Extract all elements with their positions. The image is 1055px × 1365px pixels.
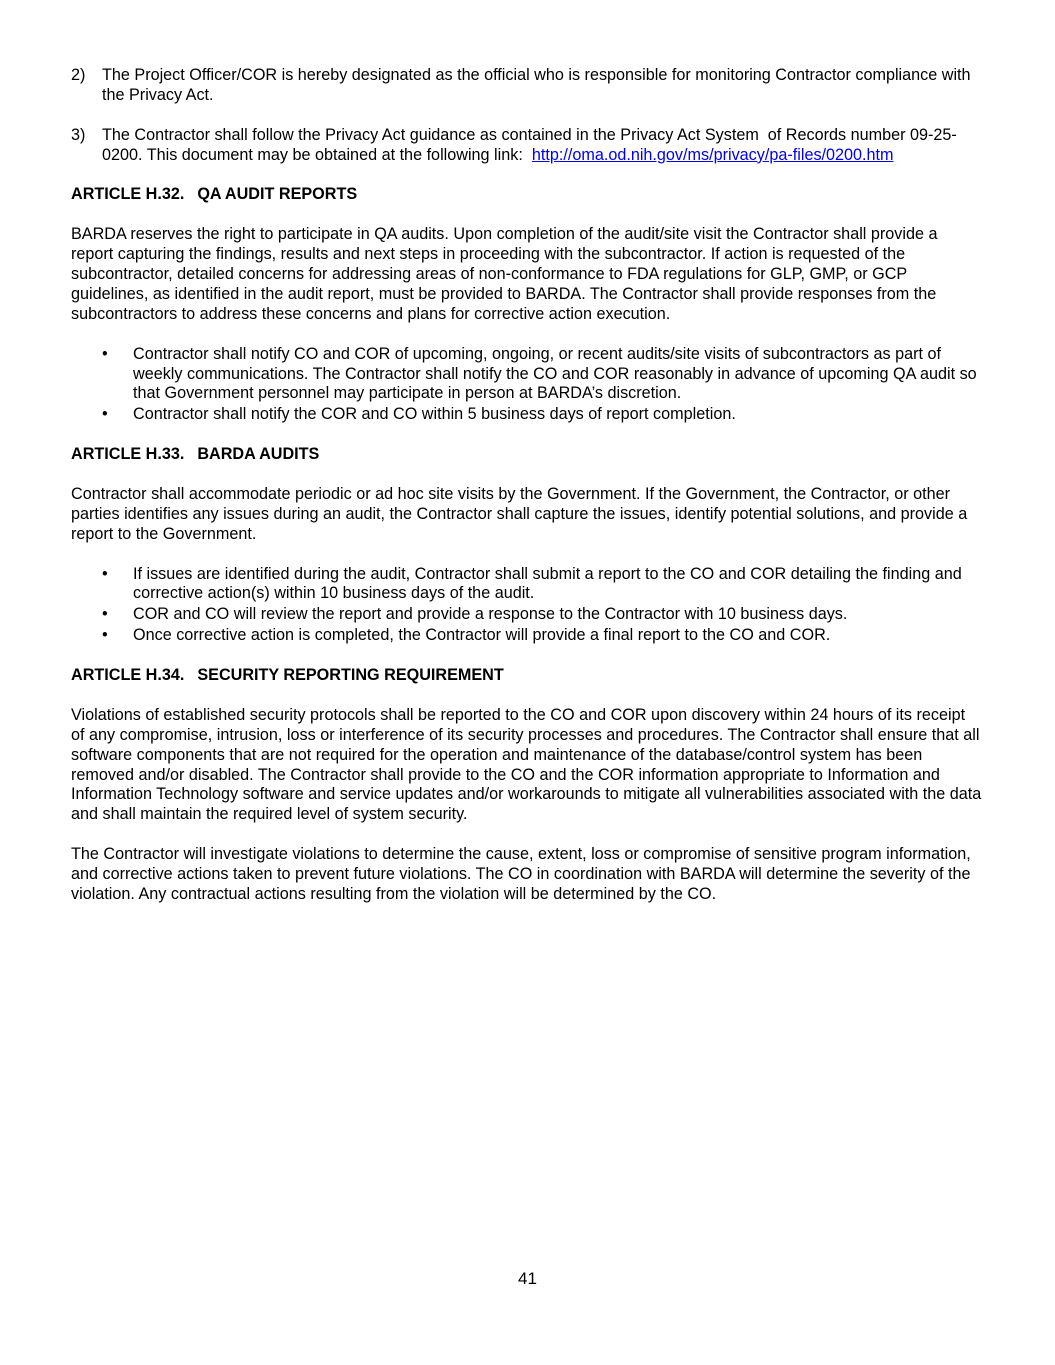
numbered-item — [71, 66, 983, 106]
bullet-icon: • — [102, 405, 108, 424]
item-number: 3) — [71, 125, 86, 144]
page-number: 41 — [518, 1269, 537, 1288]
item-text: The Contractor shall follow the Privacy Act guidance as contained in the Privacy Act System of Records number 09-25-0200. This document may be obtained at the following link: — [102, 125, 957, 164]
article-title: SECURITY REPORTING REQUIREMENT — [197, 666, 504, 685]
bullet-icon: • — [102, 344, 108, 363]
list-item-text: Contractor shall notify CO and COR of upcoming, ongoing, or recent audits/site visits of subcontractors as part of weekly communications. The Contractor shall notify the CO and COR reasonably in advance of upcoming QA audit so that Government personnel may participate in person at BARDA’s discretion. — [133, 344, 977, 403]
bullet-icon: • — [102, 605, 108, 624]
article-number: ARTICLE H.32. — [71, 185, 185, 204]
article-paragraph: Contractor shall accommodate periodic or ad hoc site visits by the Government. If the Government, the Contractor, or other parties identifies any issues during an audit, the Contractor shall capture the issues, identify potential solutions, and provide a report to the Government. — [71, 484, 968, 543]
list-item — [71, 605, 983, 625]
list-item — [71, 565, 983, 605]
item-text-with-link — [102, 126, 983, 166]
article-title: QA AUDIT REPORTS — [197, 185, 358, 204]
bullet-icon: • — [102, 626, 108, 645]
list-item — [71, 405, 983, 425]
list-item-text: COR and CO will review the report and provide a response to the Contractor with 10 business days. — [133, 605, 848, 624]
bullet-list — [71, 565, 983, 647]
list-item-text: Contractor shall notify the COR and CO within 5 business days of report completion. — [133, 405, 736, 424]
article-heading — [71, 185, 983, 205]
item-number: 2) — [71, 66, 86, 84]
article-heading — [71, 666, 983, 686]
article-number: ARTICLE H.33. — [71, 445, 185, 464]
list-item — [71, 345, 983, 405]
bullet-icon: • — [102, 564, 108, 583]
article-title: BARDA AUDITS — [197, 445, 320, 464]
article-heading — [71, 445, 983, 465]
privacy-act-link[interactable]: http://oma.od.nih.gov/ms/privacy/pa-files/0200.htm — [531, 145, 894, 164]
document-page — [71, 66, 983, 925]
article-paragraph: Violations of established security protocols shall be reported to the CO and COR upon discovery within 24 hours of its receipt of any compromise, intrusion, loss or interference of its security processes and procedures. The Contractor shall ensure that all software components that are not required for the operation and maintenance of the database/control system has been removed and/or disabled. The Contractor shall provide to the CO and the COR information appropriate to Information and Information Technology software and service updates and/or workarounds to mitigate all vulnerabilities associated with the data and shall maintain the required level of system security. — [71, 705, 982, 824]
bullet-list — [71, 345, 983, 426]
article-paragraph: BARDA reserves the right to participate in QA audits. Upon completion of the audit/site visit the Contractor shall provide a report capturing the findings, results and next steps in proceeding with the subcontractor. If action is requested of the subcontractor, detailed concerns for addressing areas of non-conformance to FDA regulations for GLP, GMP, or GCP guidelines, as identified in the audit report, must be provided to BARDA. The Contractor shall provide responses from the subcontractors to address these concerns and plans for corrective action execution. — [71, 225, 938, 323]
item-text: The Project Officer/COR is hereby designated as the official who is responsible for monitoring Contractor compliance with the Privacy Act. — [102, 66, 971, 104]
list-item-text: Once corrective action is completed, the Contractor will provide a final report to the CO and COR. — [133, 626, 831, 645]
list-item-text: If issues are identified during the audit, Contractor shall submit a report to the CO and COR detailing the finding and corrective action(s) within 10 business days of the audit. — [133, 564, 962, 603]
article-number: ARTICLE H.34. — [71, 666, 185, 685]
article-paragraph: The Contractor will investigate violations to determine the cause, extent, loss or compromise of sensitive program information, and corrective actions taken to prevent future violations. The CO in coordination with BARDA will determine the severity of the violation. Any contractual actions resulting from the violation will be determined by the CO. — [71, 845, 971, 903]
numbered-item — [71, 126, 983, 166]
list-item — [71, 626, 983, 646]
